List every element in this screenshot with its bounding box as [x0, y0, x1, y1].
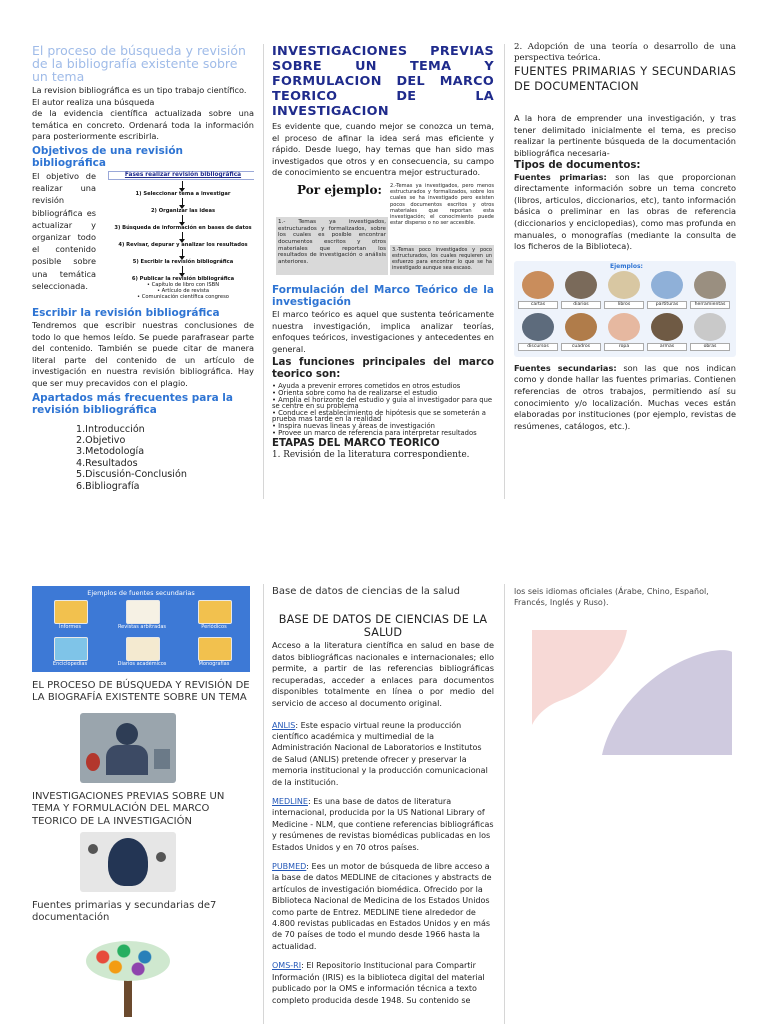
database-entry-medline	[272, 796, 494, 853]
banner-item	[108, 598, 176, 634]
ejemplo-image-icon	[522, 313, 554, 341]
ejemplo-image-icon	[651, 271, 683, 299]
ejemplo-label: obras	[690, 343, 730, 351]
formulacion-heading: Formulación del Marco Teórico de la investigación	[272, 283, 494, 308]
fuentes-heading: FUENTES PRIMARIAS Y SECUNDARIAS DE DOCUMENTACION	[514, 64, 736, 93]
column-divider	[504, 584, 505, 1024]
knowledge-tree-illustration	[80, 937, 176, 1017]
ejemplo-title: Por ejemplo:	[297, 182, 382, 197]
column-bases-de-datos	[272, 586, 494, 1024]
section-heading: INVESTIGACIONES PREVIAS SOBRE UN TEMA Y FORMULACION DEL MARCO TEORICO DE LA INVESTIGACION	[272, 44, 494, 119]
column-indice	[32, 586, 254, 1024]
entry-text: : Este espacio virtual reune la producción científico académica y multimedial de la Administración Nacional de Laboratorios e Institutos de Salud (ANLIS) pretende ofrecer y preservar la memoria institucional y la producción comunicacional de la institución.	[272, 720, 488, 787]
banner-caption: Diarios académicos	[117, 661, 167, 667]
column-divider	[504, 44, 505, 499]
ejemplo-label: armas	[647, 343, 687, 351]
researcher-illustration	[80, 713, 176, 783]
apartado-item: 5.Discusión-Conclusión	[76, 469, 187, 481]
column-divider	[263, 44, 264, 499]
intro-line: de la evidencia científica actualizada sobre una temática en concreto. Ordenará toda la información para posteriormente escribirla.	[32, 108, 254, 142]
anlis-link[interactable]: ANLIS	[272, 720, 296, 730]
arrow-down-icon	[182, 232, 183, 240]
apartados-list	[76, 424, 254, 492]
ejemplo-figure	[272, 183, 494, 281]
banner-caption: Revistas arbitradas	[117, 624, 167, 630]
escribir-heading: Escribir la revisión bibliográfica	[32, 306, 220, 319]
entry-text: : Ees un motor de búsqueda de libre acceso a la base de datos MEDLINE de citaciones y abstracts de artículos de investigación biomédica. Ofrecido por la Biblioteca Nacional de Medicina de los Estados Unidos como parte de Entrez. MEDLINE tiene alrededor de 4.800 revistas publicadas en Estados Unidos y en más de 70 países de todo el mundo desde 1966 hasta la actualidad.	[272, 862, 492, 951]
guitar-icon	[86, 753, 100, 771]
arrow-down-icon	[182, 181, 183, 189]
person-head-icon	[116, 723, 138, 745]
tree-crown-icon	[86, 941, 170, 981]
document-icon	[126, 637, 160, 661]
ejemplo-label: cuadros	[561, 343, 601, 351]
apartado-item: 4.Resultados	[76, 457, 138, 469]
primarias-text: son las que proporcionan directamente información sobre un tema concreto (libros, articulos, diccionarios, etc), tanto información básica o preliminar en las obras de referencia (diccionarios y enciclopedias), como mas profunda en manuales, o monografías (mediante la consulta de los ficheros de la Biblioteca).	[514, 171, 736, 252]
entry-text: : Es una base de datos de literatura internacional, producida por la US National Library of Medicine - NLM, que contiene referencias bibliográficas y resúmenes de revistas biomédicas publicadas en los Estados Unidos y en 70 otros países.	[272, 797, 494, 852]
toc-item: EL PROCESO DE BÚSQUEDA Y REVISIÓN DE LA BIOGRAFÍA EXISTENTE SOBRE UN TEMA	[32, 680, 250, 704]
funciones-heading: Las funciones principales del marco teorico son:	[272, 357, 494, 381]
apartado-item: 2.Objetivo	[76, 434, 126, 446]
ejemplo-image-icon	[608, 313, 640, 341]
arrow-down-icon	[182, 198, 183, 206]
flow-substep: • Comunicación científica congreso	[137, 293, 229, 300]
primarias-paragraph	[514, 172, 736, 253]
database-entry-anlis	[272, 720, 494, 788]
ejemplo-image-icon	[694, 271, 726, 299]
flow-substep: • Capítulo de libro con ISBN	[146, 281, 220, 288]
funciones-list	[272, 383, 494, 436]
ejemplo-image-icon	[651, 313, 683, 341]
intro-paragraph	[32, 85, 254, 143]
banner-caption: Enciclopedias	[52, 661, 88, 667]
ejemplo-image-icon	[694, 313, 726, 341]
etapa-item: 1. Revisión de la literatura correspondiente.	[272, 450, 470, 461]
document-icon	[198, 600, 232, 624]
document-icon	[54, 600, 88, 624]
etapas-heading: ETAPAS DEL MARCO TEORICO	[272, 438, 440, 450]
database-entry-pubmed	[272, 861, 494, 952]
arrow-down-icon	[182, 266, 183, 274]
ejemplo-tile	[647, 313, 687, 353]
banner-grid	[32, 598, 250, 672]
fuentes-intro: A la hora de emprender una investigación, y tras tener delimitado inicialmente el tema, es preciso realizar la pertinente búsqueda de la documentación bibliográfica necesaria-	[514, 113, 736, 158]
pubmed-link[interactable]: PUBMED	[272, 862, 307, 872]
apartado-item: 1.Introducción	[76, 423, 145, 435]
ejemplo-box-3: 3.-Temas poco investigados y poco estructurados, los cuales requieren un esfuerzo para encontrar lo que se ha investigado aunque sea escaso.	[390, 245, 494, 275]
section-top-title: Base de datos de ciencias de la salud	[272, 586, 460, 597]
banner-title: Ejemplos de fuentes secundarias	[87, 589, 195, 597]
ejemplo-tile	[518, 313, 558, 353]
decorative-shapes	[532, 630, 732, 760]
ejemplo-tile	[690, 313, 730, 353]
ejemplos-primarias-image	[514, 261, 736, 357]
column-revision-bibliografica	[32, 44, 254, 492]
oms-ri-link[interactable]: OMS-RI	[272, 961, 302, 971]
database-entry-oms-ri	[272, 960, 494, 1006]
flow-step: 1) Seleccionar tema a investigar	[135, 190, 231, 197]
ejemplo-label: ropa	[604, 343, 644, 351]
section-title: El proceso de búsqueda y revisión de la bibliografía existente sobre un tema	[32, 44, 246, 84]
ejemplo-tile	[561, 271, 601, 311]
objetivos-heading: Objetivos de una revisión bibliográfica	[32, 144, 184, 169]
objetivos-block	[32, 169, 254, 301]
apartado-item: 3.Metodología	[76, 446, 145, 458]
document-icon	[54, 637, 88, 661]
etapa-item: 2. Adopción de una teoría o desarrollo de una perspectiva teórica.	[514, 42, 736, 63]
escribir-text: Tendremos que escribir nuestras conclusiones de todo lo que hemos leído. Se puede parafrasear parte del contenido. También se puede citar de manera literal parte del contenido de un artículo de investigación en nuestra revisión bibliográfica. Hay que ser muy precavidos con el plagio.	[32, 319, 254, 388]
ejemplo-label: partituras	[647, 301, 687, 309]
ejemplo-tile	[561, 313, 601, 353]
funcion-item: • Conduce el establecimiento de hipótesis que se someterán a prueba mas tarde en la realidad	[272, 408, 486, 424]
flow-step: 4) Revisar, depurar y analizar los resultados	[118, 241, 248, 248]
primarias-label: Fuentes primarias:	[514, 171, 607, 182]
section-heading: BASE DE DATOS DE CIENCIAS DE LA SALUD	[278, 613, 488, 639]
medline-link[interactable]: MEDLINE	[272, 797, 308, 806]
ejemplos-grid	[518, 271, 732, 355]
ejemplo-label: herramientas	[690, 301, 730, 309]
column-divider	[263, 584, 264, 1024]
continuation-text: los seis idiomas oficiales (Árabe, Chino, Español, Francés, Inglés y Ruso).	[514, 587, 709, 608]
secundarias-text: son las que nos indican como y donde hallar las fuentes primarias. Contienen referencias de otros trabajos, permitiendo así su conocimiento y/o localización. Muchas veces están elaboradas por instituciones (por ejemplo, revistas de resúmenes, catálogos, etc.).	[514, 362, 736, 431]
column-continuacion	[514, 586, 736, 1024]
toc-item: INVESTIGACIONES PREVIAS SOBRE UN TEMA Y FORMULACIÓN DEL MARCO TEORICO DE LA INVESTIGACIÓN	[32, 790, 225, 827]
tipos-heading: Tipos de documentos:	[514, 159, 641, 171]
flowchart-title: Fases realizar revisión bibliográfica	[108, 171, 254, 180]
intro-paragraph: Es evidente que, cuando mejor se conozca un tema, el proceso de afinar la idea será mas eficiente y rápido. Desde luego, hay temas que han sido mas investigados que otros y en consecuencia, su campo de conocimiento se encuentra mejor estructurado.	[272, 121, 494, 178]
banner-caption: Periódicos	[201, 624, 227, 630]
fases-flowchart	[108, 171, 254, 299]
funcion-item: • Orienta sobre como ha de realizarse el estudio	[272, 388, 438, 397]
funcion-item: • Inspira nuevas lineas y áreas de investigación	[272, 421, 435, 430]
person-body-icon	[106, 745, 148, 775]
banner-item	[36, 635, 104, 671]
ejemplo-label: libros	[604, 301, 644, 309]
ejemplo-label: discursos	[518, 343, 558, 351]
book-icon	[154, 749, 170, 769]
arrow-down-icon	[182, 249, 183, 257]
ejemplo-box-2: 2.-Temas ya investigados, pero menos estructurados y formalizados, sobre los cuales se ha investigado pero existen pocos documentos escritos y otros materiales que reportan esta investigación; el conocimiento puede estar disperso o no ser accesible.	[390, 182, 494, 227]
deco-pink-shape	[532, 630, 627, 725]
arrow-down-icon	[182, 215, 183, 223]
entry-text: : El Repositorio Institucional para Compartir Información (IRIS) es la biblioteca digital del material publicado por la OMS e información técnica a texto completo producida desde 1948. Su contenido se	[272, 961, 485, 1005]
ejemplo-image-icon	[608, 271, 640, 299]
toc-item: Fuentes primarias y secundarias de7 documentación	[32, 900, 217, 924]
ejemplo-label: cartas	[518, 301, 558, 309]
banner-caption: Informes	[59, 624, 81, 630]
flow-step: 6) Publicar la revisión bibliográfica	[131, 275, 235, 282]
column-fuentes	[514, 42, 736, 432]
banner-item	[180, 598, 248, 634]
flow-step: 2) Organizar las ideas	[150, 207, 216, 214]
head-silhouette-icon	[108, 838, 148, 886]
apartados-heading: Apartados más frecuentes para la revisión bibliográfica	[32, 391, 233, 416]
gear-icon	[88, 844, 98, 854]
ejemplos-label: Ejemplos:	[610, 262, 643, 270]
intro-line: El autor realiza una búsqueda	[32, 96, 155, 107]
secundarias-paragraph	[514, 363, 736, 433]
column-marco-teorico	[272, 44, 494, 461]
ejemplo-label: diarios	[561, 301, 601, 309]
flow-step: 5) Escribir la revisión bibliográfica	[132, 258, 234, 265]
ejemplo-tile	[518, 271, 558, 311]
ejemplo-image-icon	[565, 313, 597, 341]
banner-item	[108, 635, 176, 671]
flow-step: 3) Búsqueda de información en bases de datos	[114, 224, 252, 231]
thinking-head-illustration	[80, 832, 176, 892]
fuentes-secundarias-banner	[32, 586, 250, 672]
document-icon	[126, 600, 160, 624]
secundarias-label: Fuentes secundarias:	[514, 362, 617, 373]
banner-item	[180, 635, 248, 671]
ejemplo-tile	[604, 271, 644, 311]
document-icon	[198, 637, 232, 661]
ejemplo-tile	[604, 313, 644, 353]
intro-paragraph: Acceso a la literatura científica en salud en base de datos bibliográficas nacionales e internacionales; ello permite, a partir de las referencias bibliográficas recuperadas, acceder a enlaces para documentos disponibles totalmente en línea o por medio del servicio de acceso al documento original.	[272, 640, 494, 708]
ejemplo-tile	[647, 271, 687, 311]
banner-item	[36, 598, 104, 634]
apartado-item: 6.Bibliografía	[76, 480, 140, 492]
formulacion-text: El marco teórico es aquel que sustenta teóricamente nuestra investigación, implica analizar teorías, enfoques teóricos, investigaciones y antecedentes en general.	[272, 308, 494, 354]
ejemplo-tile	[690, 271, 730, 311]
intro-line: La revision bibliográfica es un tipo trabajo científico.	[32, 85, 247, 95]
flow-substep: • Artículo de revista	[156, 287, 210, 294]
ejemplo-image-icon	[565, 271, 597, 299]
ejemplo-box-1: 1.- Temas ya investigados, estructurados y formalizados, sobre los cuales es posible encontrar documentos escritos y otros materiales que reportan los resultados de investigación o análisis anteriores.	[276, 217, 388, 275]
banner-caption: Monografías	[198, 661, 230, 667]
gear-icon	[156, 852, 166, 862]
objetivos-text: El objetivo de realizar una revisión bibliográfica es actualizar y organizar todo el contenido posible sobre una temática seleccionada.	[32, 170, 96, 291]
funcion-item: • Amplia el horizonte del estudio y guia al investigador para que se centre en su problema	[272, 395, 493, 411]
funcion-item: • Provee un marco de referencia para interpretar resultados	[272, 428, 477, 437]
funcion-item: • Ayuda a prevenir errores cometidos en otros estudios	[272, 382, 461, 391]
ejemplo-image-icon	[522, 271, 554, 299]
